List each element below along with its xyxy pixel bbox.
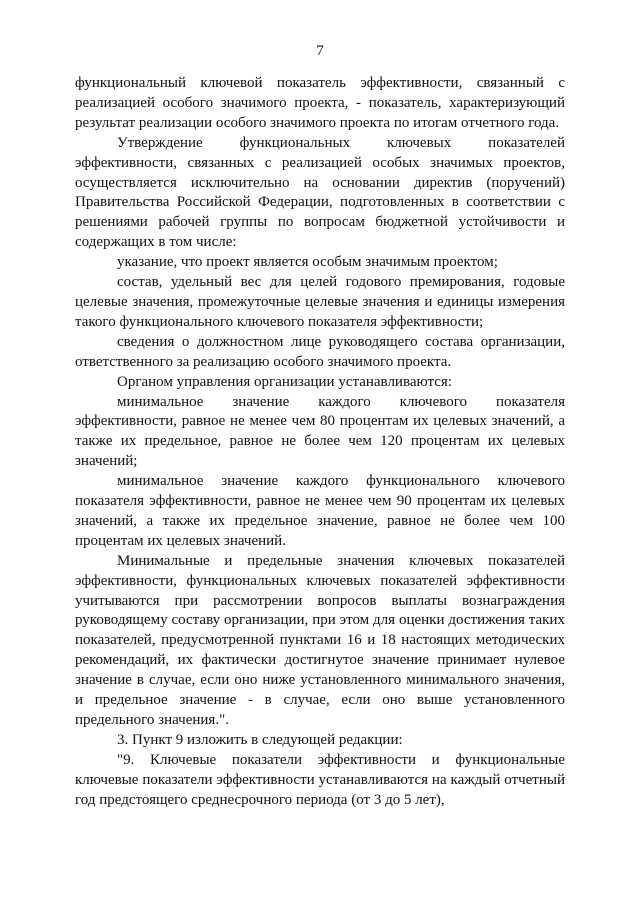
paragraph-item-composition: состав, удельный вес для целей годового премирования, годовые целевые значения, промежуточные целевые значения и единицы измерения такого функционального ключевого показателя эффективности;: [75, 274, 565, 330]
paragraph-clause-3: 3. Пункт 9 изложить в следующей редакции:: [117, 731, 403, 748]
paragraph-approval-basis: Утверждение функциональных ключевых показателей эффективности, связанных с реализацией особых значимых проектов, осуществляется исключительно на основании директив (поручений) Правительства Российской Федерации, подготовленных в соответствии с решениями рабочей группы по вопросам бюджетной устойчивости и содержащих в том числе:: [75, 134, 565, 251]
paragraph-minimum-kpi-value: минимальное значение каждого ключевого показателя эффективности, равное не менее чем 80 процентам их целевых значений, а также их предельное, равное не более чем 120 процентам их целевых значений;: [75, 393, 565, 470]
page-number: 7: [316, 43, 324, 59]
paragraph-minimum-functional-kpi-value: минимальное значение каждого функционального ключевого показателя эффективности, равное не менее чем 90 процентам их целевых значений, а также их предельное значение, равное не более чем 100 процентам их целевых значений.: [75, 473, 565, 549]
paragraph-definition-continuation: функциональный ключевой показатель эффективности, связанный с реализацией особого значимого проекта, - показатель, характеризующий результат реализации особого значимого проекта по итогам отчетного года.: [75, 75, 565, 131]
paragraph-item-responsible-person: сведения о должностном лице руководящего состава организации, ответственного за реализацию особого значимого проекта.: [75, 333, 565, 370]
paragraph-management-body: Органом управления организации устанавливаются:: [117, 373, 452, 390]
paragraph-item-indication: указание, что проект является особым значимым проектом;: [117, 254, 498, 271]
document-body: [75, 74, 565, 811]
paragraph-clause-9-new-text: "9. Ключевые показатели эффективности и функциональные ключевые показатели эффективности устанавливаются на каждый отчетный год предстоящего среднесрочного периода (от 3 до 5 лет),: [75, 751, 565, 808]
paragraph-limit-values: Минимальные и предельные значения ключевых показателей эффективности, функциональных ключевых показателей эффективности учитываются при рассмотрении вопросов выплаты вознаграждения руководящему составу организации, при этом для оценки достижения таких показателей, предусмотренной пунктами 16 и 18 настоящих методических рекомендаций, их фактически достигнутое значение принимает нулевое значение в случае, если оно ниже установленного минимального значения, и предельное значение - в случае, если оно выше установленного предельного значения.".: [75, 552, 565, 728]
